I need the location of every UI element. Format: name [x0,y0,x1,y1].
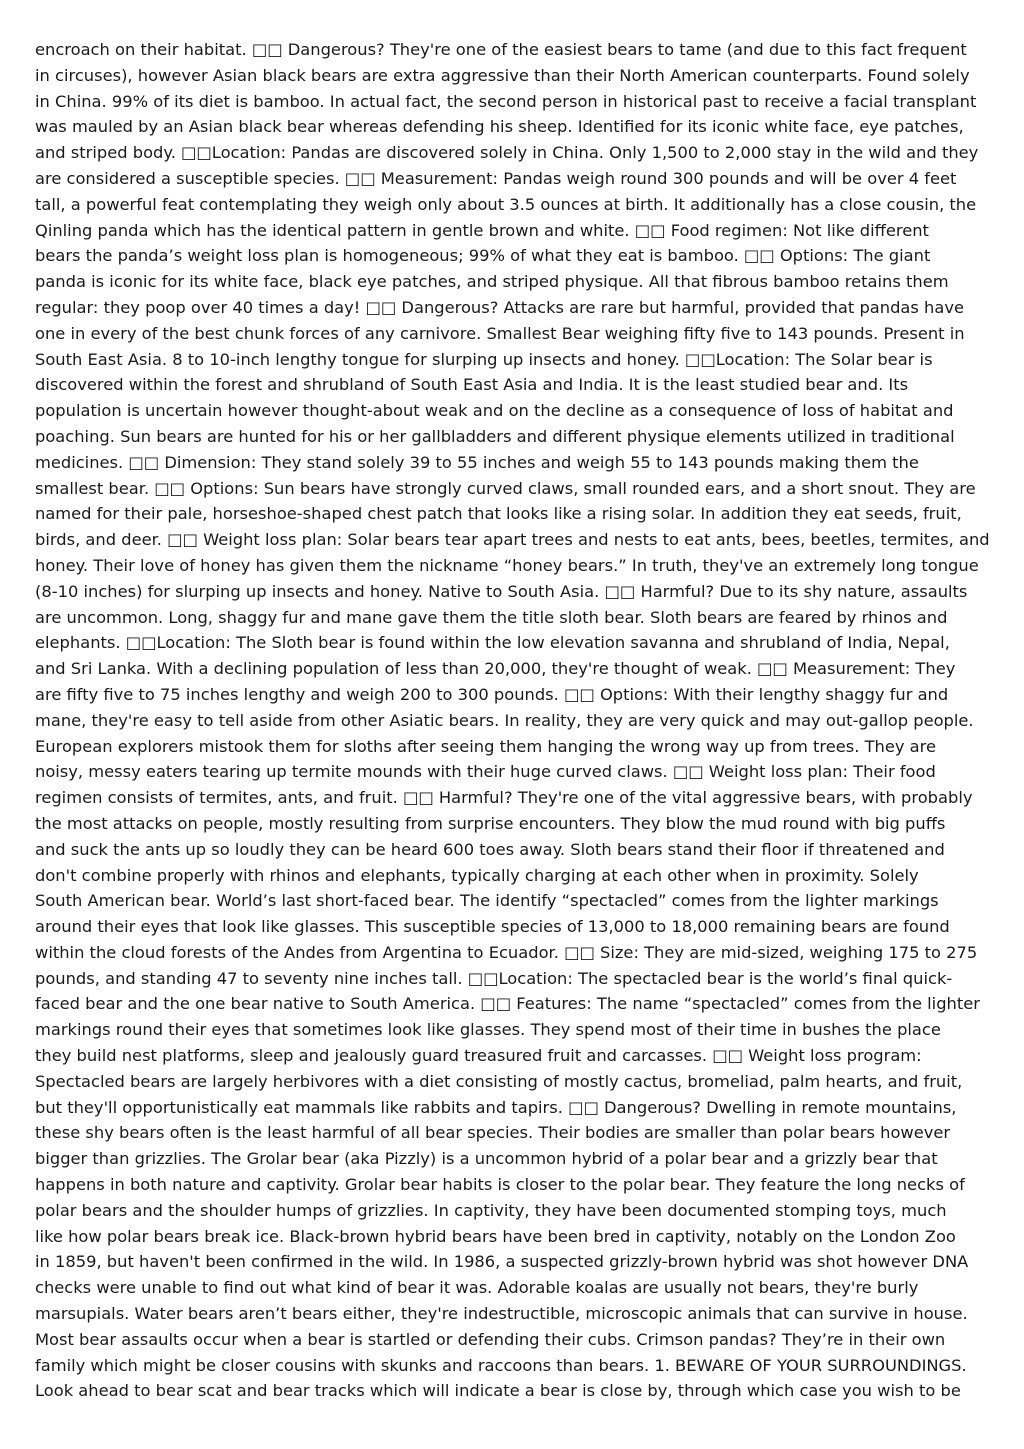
text-line: one in every of the best chunk forces of any carnivore. Smallest Bear weighing fifty five to 143 pounds. Present in [35,323,965,343]
text-line: (8-10 inches) for slurping up insects and honey. Native to South Asia. □□ Harmful? Due to its shy nature, assaults [35,581,968,601]
text-line: European explorers mistook them for sloths after seeing them hanging the wrong way up from trees. They are [35,736,936,756]
text-line: pounds, and standing 47 to seventy nine inches tall. □□Location: The spectacled bear is the world’s final quick- [35,968,953,988]
text-line: and Sri Lanka. With a declining population of less than 20,000, they're thought of weak. □□ Measurement: They [35,659,956,679]
text-line: bigger than grizzlies. The Grolar bear (aka Pizzly) is a uncommon hybrid of a polar bear and a grizzly bear that [35,1149,938,1169]
text-line: like how polar bears break ice. Black-brown hybrid bears have been bred in captivity, notably on the London Zoo [35,1226,956,1246]
text-line: South East Asia. 8 to 10-inch lengthy tongue for slurping up insects and honey. □□Location: The Solar bear is [35,349,933,369]
text-line: honey. Their love of honey has given them the nickname “honey bears.” In truth, they've an extremely long tongue [35,555,979,575]
text-line: polar bears and the shoulder humps of grizzlies. In captivity, they have been documented stomping toys, much [35,1200,947,1220]
text-line: bears the panda’s weight loss plan is homogeneous; 99% of what they eat is bamboo. □□ Options: The giant [35,246,931,266]
text-line: discovered within the forest and shrubland of South East Asia and India. It is the least studied bear and. Its [35,375,909,395]
text-line: elephants. □□Location: The Sloth bear is found within the low elevation savanna and shrubland of India, Nepal, [35,633,950,653]
text-line: Spectacled bears are largely herbivores with a diet consisting of mostly cactus, bromeliad, palm hearts, and fruit, [35,1071,963,1091]
text-line: medicines. □□ Dimension: They stand solely 39 to 55 inches and weigh 55 to 143 pounds making them the [35,452,919,472]
text-line: but they'll opportunistically eat mammals like rabbits and tapirs. □□ Dangerous? Dwelling in remote mountains, [35,1097,957,1117]
text-line: smallest bear. □□ Options: Sun bears have strongly curved claws, small rounded ears, and a short snout. They are [35,478,976,498]
text-line: noisy, messy eaters tearing up termite mounds with their huge curved claws. □□ Weight loss plan: Their food [35,762,936,782]
text-line: the most attacks on people, mostly resulting from surprise encounters. They blow the mud round with big puffs [35,813,946,833]
document-body [35,37,995,1404]
text-line: named for their pale, horseshoe-shaped chest patch that looks like a rising solar. In addition they eat seeds, fruit, [35,504,962,524]
text-line: are uncommon. Long, shaggy fur and mane gave them the title sloth bear. Sloth bears are feared by rhinos and [35,607,948,627]
text-line: within the cloud forests of the Andes from Argentina to Ecuador. □□ Size: They are mid-sized, weighing 175 to 275 [35,942,978,962]
text-line: in circuses), however Asian black bears are extra aggressive than their North American counterparts. Found solely [35,65,970,85]
text-line: birds, and deer. □□ Weight loss plan: Solar bears tear apart trees and nests to eat ants, bees, beetles, termites, and [35,530,990,550]
text-line: Most bear assaults occur when a bear is startled or defending their cubs. Crimson pandas? They’re in their own [35,1329,946,1349]
text-line: marsupials. Water bears aren’t bears either, they're indestructible, microscopic animals that can survive in house. [35,1304,968,1324]
text-line: panda is iconic for its white face, black eye patches, and striped physique. All that fibrous bamboo retains them [35,272,949,292]
text-line: in 1859, but haven't been confirmed in the wild. In 1986, a suspected grizzly-brown hybrid was shot however DNA [35,1252,969,1272]
text-line: don't combine properly with rhinos and elephants, typically charging at each other when in proximity. Solely [35,865,919,885]
text-line: population is uncertain however thought-about weak and on the decline as a consequence of loss of habitat and [35,401,954,421]
text-line: regimen consists of termites, ants, and fruit. □□ Harmful? They're one of the vital aggressive bears, with probably [35,788,973,808]
text-line: poaching. Sun bears are hunted for his or her gallbladders and different physique elements utilized in traditional [35,426,955,446]
text-line: and suck the ants up so loudly they can be heard 600 toes away. Sloth bears stand their floor if threatened and [35,839,945,859]
text-line: they build nest platforms, sleep and jealously guard treasured fruit and carcasses. □□ Weight loss program: [35,1046,922,1066]
text-line: Look ahead to bear scat and bear tracks which will indicate a bear is close by, through which case you wish to be [35,1381,961,1401]
text-line: South American bear. World’s last short-faced bear. The identify “spectacled” comes from the lighter markings [35,891,939,911]
text-line: checks were unable to find out what kind of bear it was. Adorable koalas are usually not bears, they're burly [35,1278,919,1298]
text-line: are fifty five to 75 inches lengthy and weigh 200 to 300 pounds. □□ Options: With their lengthy shaggy fur and [35,684,949,704]
text-line: regular: they poop over 40 times a day! □□ Dangerous? Attacks are rare but harmful, provided that pandas have [35,297,965,317]
text-line: are considered a susceptible species. □□ Measurement: Pandas weigh round 300 pounds and will be over 4 feet [35,168,957,188]
text-line: encroach on their habitat. □□ Dangerous? They're one of the easiest bears to tame (and due to this fact frequent [35,40,967,59]
text-line: in China. 99% of its diet is bamboo. In actual fact, the second person in historical past to receive a facial transplant [35,91,977,111]
text-line: family which might be closer cousins with skunks and raccoons than bears. 1. BEWARE OF YOUR SURROUNDINGS. [35,1355,967,1375]
text-line: faced bear and the one bear native to South America. □□ Features: The name “spectacled” comes from the lighter [35,994,980,1014]
text-line: mane, they're easy to tell aside from other Asiatic bears. In reality, they are very quick and may out-gallop people. [35,710,974,730]
text-line: happens in both nature and captivity. Grolar bear habits is closer to the polar bear. They feature the long necks of [35,1175,965,1195]
text-line: tall, a powerful feat contemplating they weigh only about 3.5 ounces at birth. It additionally has a close cousin, the [35,194,977,214]
text-line: and striped body. □□Location: Pandas are discovered solely in China. Only 1,500 to 2,000 stay in the wild and they [35,143,979,163]
text-line: was mauled by an Asian black bear whereas defending his sheep. Identified for its iconic white face, eye patches, [35,117,964,137]
text-line: Qinling panda which has the identical pattern in gentle brown and white. □□ Food regimen: Not like different [35,220,929,240]
text-line: around their eyes that look like glasses. This susceptible species of 13,000 to 18,000 remaining bears are found [35,917,950,937]
text-line: markings round their eyes that sometimes look like glasses. They spend most of their time in bushes the place [35,1020,941,1040]
text-line: these shy bears often is the least harmful of all bear species. Their bodies are smaller than polar bears however [35,1123,951,1143]
